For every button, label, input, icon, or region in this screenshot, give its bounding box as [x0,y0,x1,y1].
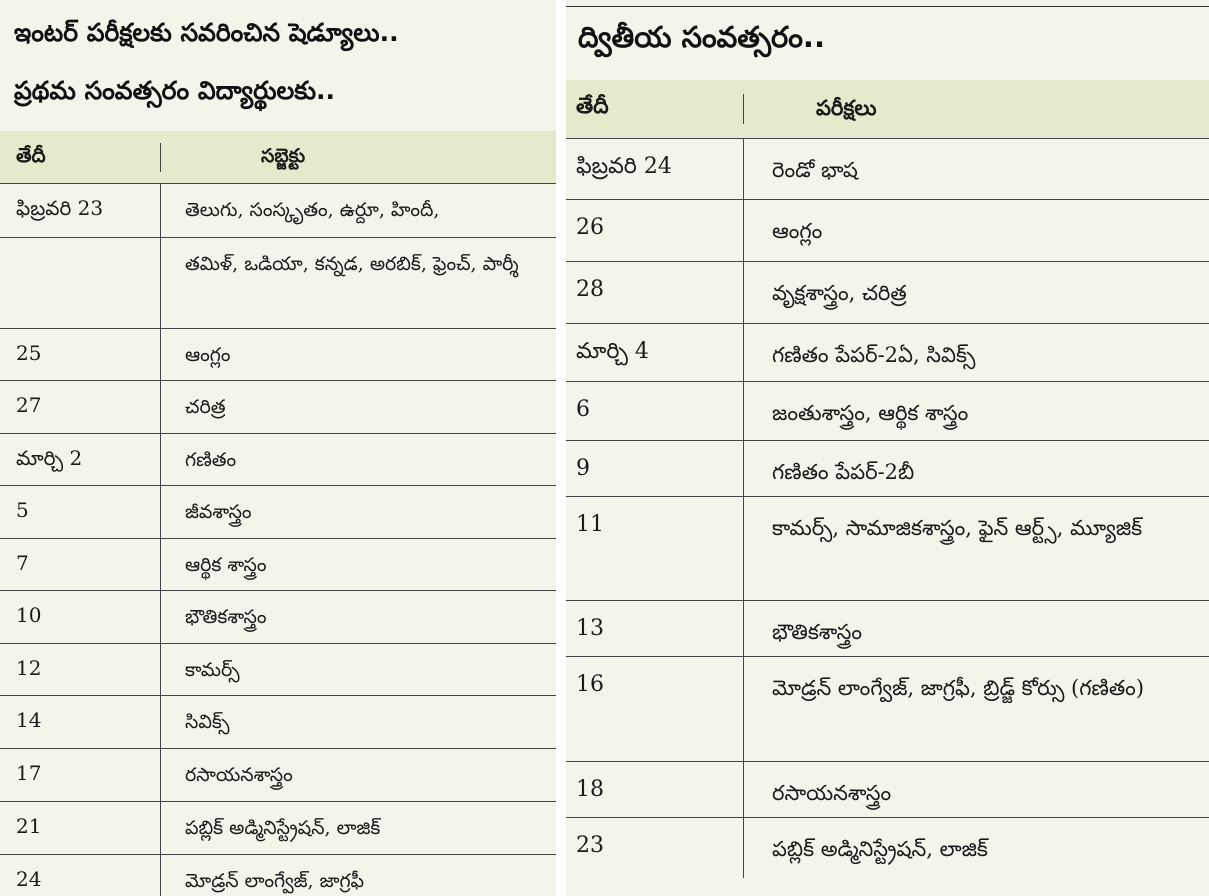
table-row [566,817,1209,878]
table-row [0,590,556,643]
exam-subject: మోడ్రన్ లాంగ్వేజ్, జాగ్రఫీ [185,870,365,892]
exam-date: 18 [566,762,744,817]
exam-subject: గణితం పేపర్-2బీ [772,460,915,484]
schedule-title: ఇంటర్ పరీక్షలకు సవరించిన షెడ్యూలు.. [14,18,399,47]
exam-subject: భౌతికశాస్త్రం [772,620,863,644]
exam-date: మార్చి 2 [0,434,161,485]
top-rule [566,0,1209,7]
table-row [566,496,1209,600]
exam-subject: ఆంగ్లం [772,219,823,243]
exam-date: 21 [0,802,161,854]
exam-date: 9 [566,441,744,496]
first-year-table [0,131,556,896]
exam-subject: చరిత్ర [185,396,226,418]
header-subject: సబ్జెక్టు [261,145,306,168]
table-row [0,748,556,801]
column-gap [556,0,566,896]
exam-date: 12 [0,644,161,695]
exam-subject: తమిళ్, ఒడియా, కన్నడ, అరబిక్, ఫ్రెంచ్, పార్శీ [185,253,519,275]
exam-date: 28 [566,262,744,323]
table-row [566,761,1209,817]
exam-subject: సివిక్స్ [185,711,230,733]
second-year-panel [566,0,1209,896]
exam-date: 16 [566,657,744,761]
exam-date: 7 [0,539,161,590]
first-year-panel [0,0,556,896]
table-header [0,131,556,183]
exam-subject: పబ్లిక్ అడ్మినిస్ట్రేషన్, లాజిక్ [185,817,381,839]
exam-date: 6 [566,382,744,440]
exam-date: 25 [0,329,161,380]
exam-date: 27 [0,381,161,433]
second-year-title: ద్వితీయ సంవత్సరం.. [578,20,825,54]
table-row [0,485,556,538]
exam-date: 11 [566,497,744,600]
table-row [566,381,1209,440]
exam-subject: గణితం పేపర్-2ఏ, సివిక్స్ [772,343,976,367]
table-row [566,138,1209,199]
table-row [566,323,1209,381]
exam-date: ఫిబ్రవరి 24 [566,139,744,199]
header-subject: పరీక్షలు [816,96,877,121]
table-row [0,237,556,328]
table-row [0,380,556,433]
table-row [566,656,1209,761]
table-row [0,643,556,695]
table-row [566,600,1209,656]
first-year-title: ప్రథమ సంవత్సరం విద్యార్థులకు.. [14,76,335,105]
exam-subject: తెలుగు, సంస్కృతం, ఉర్దూ, హిందీ, [185,199,440,221]
table-header [566,80,1209,138]
exam-subject: పబ్లిక్ అడ్మినిస్ట్రేషన్, లాజిక్ [772,837,988,861]
table-row [566,199,1209,261]
second-year-table [566,80,1209,878]
exam-date: 14 [0,696,161,748]
exam-date: 10 [0,591,161,643]
exam-subject: ఆంగ్లం [185,344,231,366]
table-row [0,183,556,237]
exam-date: 13 [566,601,744,656]
exam-subject: భౌతికశాస్త్రం [185,606,267,628]
exam-subject: గణితం [185,449,237,471]
exam-subject: రసాయనశాస్త్రం [185,764,293,786]
exam-subject: జంతుశాస్త్రం, ఆర్థిక శాస్త్రం [772,401,969,425]
exam-subject: ఆర్థిక శాస్త్రం [185,554,267,576]
exam-date: ఫిబ్రవరి 23 [0,184,161,237]
table-row [566,261,1209,323]
table-row [0,328,556,380]
exam-subject: వృక్షశాస్త్రం, చరిత్ర [772,281,907,305]
header-date: తేదీ [0,143,161,172]
table-row [0,695,556,748]
exam-subject: కామర్స్ [185,659,240,681]
table-row [566,440,1209,496]
header-date: తేదీ [566,94,744,124]
exam-subject: మోడ్రన్ లాంగ్వేజ్, జాగ్రఫీ, బ్రిడ్జ్ కోర్సు (గణితం) [772,676,1145,700]
exam-date: 5 [0,486,161,538]
table-row [0,433,556,485]
exam-date: 26 [566,200,744,261]
exam-date: మార్చి 4 [566,324,744,381]
exam-date: 17 [0,749,161,801]
table-row [0,538,556,590]
exam-date: 23 [566,818,744,878]
exam-subject: రెండో భాష [772,158,858,182]
exam-subject: రసాయనశాస్త్రం [772,781,892,805]
table-row [0,801,556,854]
table-row [0,854,556,896]
exam-subject: జీవశాస్త్రం [185,501,252,523]
exam-subject: కామర్స్, సామాజికశాస్త్రం, ఫైన్ ఆర్ట్స్, మ్యూజిక్ [772,516,1143,540]
exam-date: 24 [0,855,161,896]
exam-date [0,238,161,328]
